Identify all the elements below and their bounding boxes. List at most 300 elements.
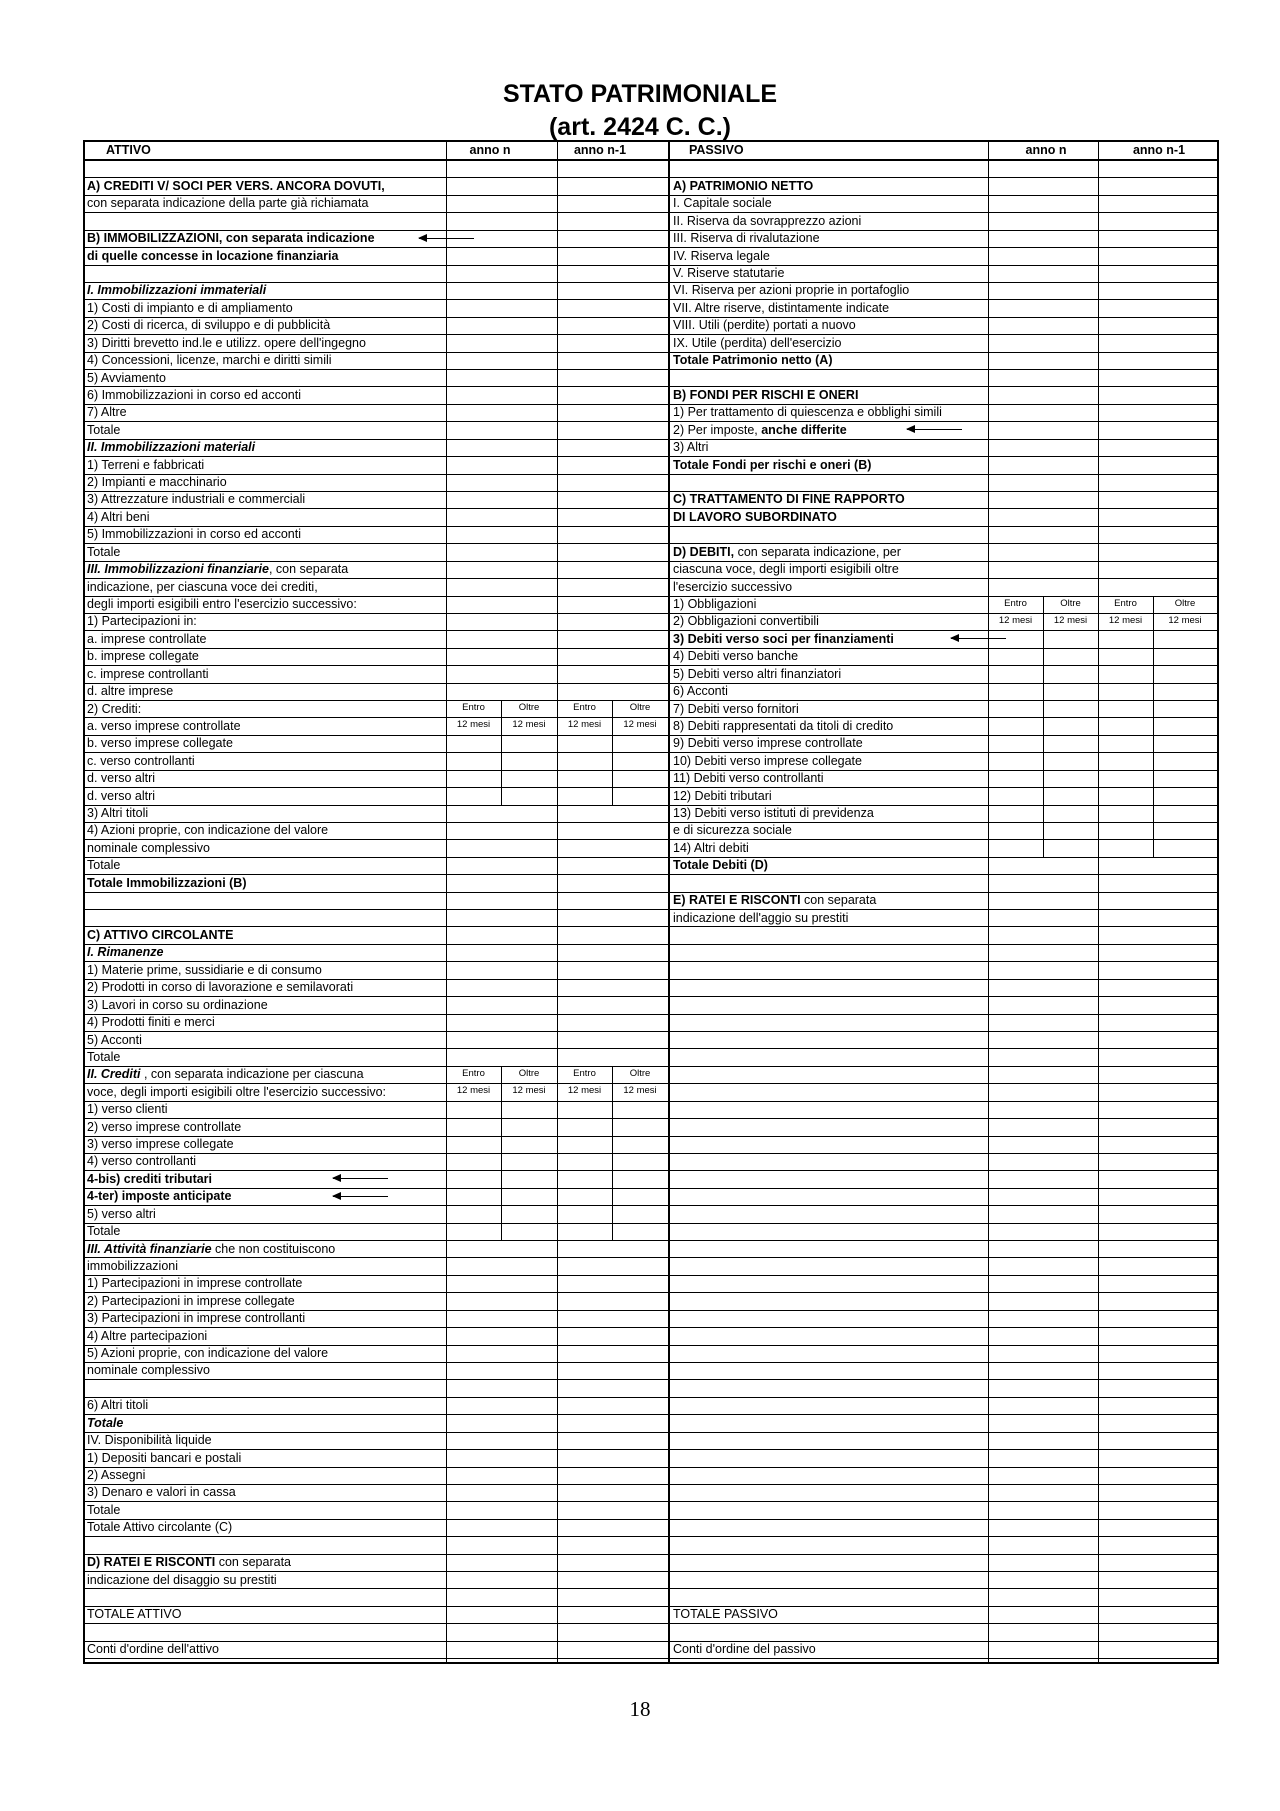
passivo-item: Conti d'ordine del passivo xyxy=(673,1642,816,1657)
sub-header-mesi: 12 mesi xyxy=(623,719,657,731)
row-divider xyxy=(85,1606,1217,1607)
row-divider xyxy=(85,508,1217,509)
passivo-item xyxy=(673,1380,985,1397)
row-divider xyxy=(85,212,1217,213)
passivo-item: 12) Debiti tributari xyxy=(673,788,772,803)
passivo-item xyxy=(673,1589,985,1606)
page-number: 18 xyxy=(629,1697,651,1721)
passivo-item: VI. Riserva per azioni proprie in portafoglio xyxy=(673,283,910,298)
passivo-item: 10) Debiti verso imprese collegate xyxy=(673,753,862,768)
row-divider xyxy=(85,700,1217,701)
passivo-item xyxy=(673,1554,985,1571)
passivo-item xyxy=(673,1293,985,1310)
row-divider xyxy=(85,491,1217,492)
attivo-item: 4) Prodotti finiti e merci xyxy=(87,1015,215,1030)
attivo-item: Totale Immobilizzazioni (B) xyxy=(87,875,247,890)
attivo-item: a. imprese controllate xyxy=(87,631,207,646)
row-divider xyxy=(85,1083,1217,1084)
attivo-item: 4) Altri beni xyxy=(87,509,150,524)
sub-header-mesi: 12 mesi xyxy=(623,1085,657,1097)
sub-column-divider xyxy=(1043,596,1044,857)
attivo-item: 1) Terreni e fabbricati xyxy=(87,457,205,472)
row-divider xyxy=(85,1257,1217,1258)
attivo-item: II. Crediti , con separata indicazione per ciascuna xyxy=(87,1067,364,1082)
row-divider xyxy=(85,787,1217,788)
attivo-item: nominale complessivo xyxy=(87,1363,210,1378)
row-divider xyxy=(85,1641,1217,1642)
passivo-item xyxy=(673,1310,985,1327)
attivo-item: 1) Depositi bancari e postali xyxy=(87,1450,242,1465)
passivo-item: 6) Acconti xyxy=(673,684,728,699)
attivo-item: con separata indicazione della parte già richiamata xyxy=(87,196,369,211)
header-divider xyxy=(85,159,1217,161)
attivo-item: 3) Diritti brevetto ind.le e utilizz. opere dell'ingegno xyxy=(87,335,366,350)
row-divider xyxy=(85,439,1217,440)
sub-header-mesi: 12 mesi xyxy=(567,1085,602,1097)
passivo-item: 1) Obbligazioni xyxy=(673,597,757,611)
attivo-item xyxy=(87,1624,442,1641)
attivo-item: Totale xyxy=(87,1502,121,1517)
row-divider xyxy=(85,474,1217,475)
header-anno-n-passivo: anno n xyxy=(1025,143,1067,157)
page-title: STATO PATRIMONIALE xyxy=(502,80,778,108)
passivo-item xyxy=(673,1119,985,1136)
passivo-item xyxy=(673,1188,985,1205)
attivo-item: 6) Immobilizzazioni in corso ed acconti xyxy=(87,387,301,402)
attivo-item: indicazione, per ciascuna voce dei crediti, xyxy=(87,579,318,594)
passivo-item: 9) Debiti verso imprese controllate xyxy=(673,736,863,751)
sub-header-oltre: Oltre xyxy=(1174,597,1196,609)
sub-column-divider xyxy=(1153,596,1154,857)
attivo-item xyxy=(87,892,442,909)
row-divider xyxy=(85,1292,1217,1293)
attivo-item: immobilizzazioni xyxy=(87,1258,178,1273)
row-divider xyxy=(85,630,1217,631)
passivo-item: 13) Debiti verso istituti di previdenza xyxy=(673,806,874,821)
passivo-item: VII. Altre riserve, distintamente indicate xyxy=(673,300,890,315)
passivo-item xyxy=(673,474,985,491)
passivo-item: C) TRATTAMENTO DI FINE RAPPORTO xyxy=(673,492,905,507)
attivo-item: III. Attività finanziarie che non costituiscono xyxy=(87,1241,336,1256)
sub-header-oltre: Oltre xyxy=(518,1067,540,1079)
row-divider xyxy=(85,717,1217,718)
passivo-item: IX. Utile (perdita) dell'esercizio xyxy=(673,335,842,350)
passivo-item xyxy=(673,1519,985,1536)
header-attivo: ATTIVO xyxy=(106,143,151,157)
attivo-item: D) RATEI E RISCONTI con separata xyxy=(87,1555,291,1570)
passivo-item: D) DEBITI, con separata indicazione, per xyxy=(673,544,901,559)
row-divider xyxy=(85,456,1217,457)
row-divider xyxy=(85,1101,1217,1102)
passivo-item: 8) Debiti rappresentati da titoli di credito xyxy=(673,718,894,733)
attivo-item: 1) Materie prime, sussidiarie e di consumo xyxy=(87,962,322,977)
attivo-item: Totale xyxy=(87,858,121,873)
passivo-item xyxy=(673,1136,985,1153)
passivo-item xyxy=(673,1484,985,1501)
sub-header-entro: Entro xyxy=(462,702,485,714)
sub-header-oltre: Oltre xyxy=(629,1067,651,1079)
passivo-item xyxy=(673,1450,985,1467)
attivo-item: 4) verso controllanti xyxy=(87,1154,197,1169)
passivo-item xyxy=(673,927,985,944)
row-divider xyxy=(85,822,1217,823)
row-divider xyxy=(85,195,1217,196)
passivo-item xyxy=(673,1502,985,1519)
row-divider xyxy=(85,1554,1217,1555)
sub-header-mesi: 12 mesi xyxy=(998,614,1033,626)
attivo-item: II. Immobilizzazioni materiali xyxy=(87,440,256,455)
row-divider xyxy=(85,892,1217,893)
row-divider xyxy=(85,282,1217,283)
header-anno-n1-passivo: anno n-1 xyxy=(1132,143,1186,157)
attivo-item: d. altre imprese xyxy=(87,684,174,699)
attivo-item xyxy=(87,265,442,282)
attivo-item: 2) Impianti e macchinario xyxy=(87,475,227,490)
row-divider xyxy=(85,961,1217,962)
row-divider xyxy=(85,1536,1217,1537)
row-divider xyxy=(85,352,1217,353)
attivo-item: 5) Azioni proprie, con indicazione del valore xyxy=(87,1346,329,1361)
passivo-item: Totale Fondi per rischi e oneri (B) xyxy=(673,457,872,472)
row-divider xyxy=(85,596,1217,597)
arrow-left-icon xyxy=(907,429,962,430)
attivo-item: a. verso imprese controllate xyxy=(87,718,241,733)
sub-header-entro: Entro xyxy=(1004,597,1027,609)
row-divider xyxy=(85,1467,1217,1468)
attivo-item: degli importi esigibili entro l'esercizio successivo: xyxy=(87,597,357,611)
sub-header-mesi: 12 mesi xyxy=(1108,614,1143,626)
passivo-item xyxy=(673,1049,985,1066)
sub-header-mesi: 12 mesi xyxy=(512,719,546,731)
attivo-item: 4) Concessioni, licenze, marchi e diritti simili xyxy=(87,353,332,368)
passivo-item xyxy=(673,1084,985,1101)
attivo-item: B) IMMOBILIZZAZIONI, con separata indicazione xyxy=(87,231,375,246)
passivo-item: 1) Per trattamento di quiescenza e obblighi simili xyxy=(673,405,942,420)
passivo-item: 4) Debiti verso banche xyxy=(673,649,799,664)
sub-header-mesi: 12 mesi xyxy=(512,1085,546,1097)
attivo-item: 2) Crediti: xyxy=(87,701,142,716)
attivo-item: c. imprese controllanti xyxy=(87,666,209,681)
passivo-item xyxy=(673,1223,985,1240)
sub-header-entro: Entro xyxy=(573,702,596,714)
sub-header-mesi: 12 mesi xyxy=(1053,614,1088,626)
passivo-item: 2) Per imposte, anche differite xyxy=(673,422,847,437)
passivo-item xyxy=(673,997,985,1014)
row-divider xyxy=(85,543,1217,544)
passivo-item xyxy=(673,1032,985,1049)
row-divider xyxy=(85,944,1217,945)
attivo-item: c. verso controllanti xyxy=(87,753,195,768)
row-divider xyxy=(85,299,1217,300)
attivo-item: 5) verso altri xyxy=(87,1206,156,1221)
arrow-left-icon xyxy=(419,238,474,239)
passivo-item xyxy=(673,1258,985,1275)
attivo-item: 1) verso clienti xyxy=(87,1102,168,1117)
attivo-item: Totale Attivo circolante (C) xyxy=(87,1520,233,1535)
passivo-item: e di sicurezza sociale xyxy=(673,823,792,838)
row-divider xyxy=(85,1519,1217,1520)
passivo-item xyxy=(673,161,985,178)
row-divider xyxy=(85,247,1217,248)
row-divider xyxy=(85,735,1217,736)
passivo-item xyxy=(673,1432,985,1449)
balance-sheet-table xyxy=(83,140,1219,1664)
passivo-item xyxy=(673,1275,985,1292)
attivo-item: 1) Partecipazioni in imprese controllate xyxy=(87,1276,303,1291)
row-divider xyxy=(85,1153,1217,1154)
passivo-item xyxy=(673,370,985,387)
attivo-item xyxy=(87,1537,442,1554)
passivo-item: I. Capitale sociale xyxy=(673,196,772,211)
sub-header-mesi: 12 mesi xyxy=(1168,614,1202,626)
attivo-item: C) ATTIVO CIRCOLANTE xyxy=(87,927,234,942)
sub-header-entro: Entro xyxy=(462,1067,485,1079)
passivo-item xyxy=(673,1624,985,1641)
row-divider xyxy=(85,334,1217,335)
attivo-item: 7) Altre xyxy=(87,405,127,420)
attivo-item: 5) Avviamento xyxy=(87,370,166,385)
passivo-item: 2) Obbligazioni convertibili xyxy=(673,614,819,629)
attivo-item: 2) verso imprese controllate xyxy=(87,1119,242,1134)
sub-header-oltre: Oltre xyxy=(1060,597,1081,609)
passivo-item xyxy=(673,875,985,892)
attivo-item: Totale xyxy=(87,1224,121,1239)
passivo-item: DI LAVORO SUBORDINATO xyxy=(673,509,837,524)
row-divider xyxy=(85,1048,1217,1049)
row-divider xyxy=(85,1501,1217,1502)
attivo-item: Totale xyxy=(87,1049,121,1064)
row-divider xyxy=(85,839,1217,840)
row-divider xyxy=(85,683,1217,684)
passivo-item: TOTALE PASSIVO xyxy=(673,1607,778,1622)
row-divider xyxy=(85,404,1217,405)
attivo-item: 2) Assegni xyxy=(87,1468,146,1482)
passivo-item: Totale Debiti (D) xyxy=(673,858,768,873)
row-divider xyxy=(85,1345,1217,1346)
row-divider xyxy=(85,805,1217,806)
row-divider xyxy=(85,1066,1217,1067)
sub-header-entro: Entro xyxy=(573,1067,596,1079)
attivo-item: 3) Attrezzature industriali e commerciali xyxy=(87,492,306,507)
sub-header-oltre: Oltre xyxy=(518,702,540,714)
header-anno-n-attivo: anno n xyxy=(469,143,511,157)
passivo-item: A) PATRIMONIO NETTO xyxy=(673,178,814,193)
attivo-item: b. verso imprese collegate xyxy=(87,736,233,751)
passivo-item: 3) Debiti verso soci per finanziamenti xyxy=(673,631,894,646)
attivo-item: IV. Disponibilità liquide xyxy=(87,1433,212,1448)
sub-header-mesi: 12 mesi xyxy=(456,1085,491,1097)
attivo-item: 2) Prodotti in corso di lavorazione e semilavorati xyxy=(87,980,354,995)
passivo-item xyxy=(673,1572,985,1589)
attivo-item: A) CREDITI V/ SOCI PER VERS. ANCORA DOVUTI, xyxy=(87,178,385,193)
passivo-item: II. Riserva da sovrapprezzo azioni xyxy=(673,213,862,228)
attivo-item: III. Immobilizzazioni finanziarie, con separata xyxy=(87,562,349,577)
row-divider xyxy=(85,979,1217,980)
attivo-item: d. verso altri xyxy=(87,788,156,803)
attivo-item xyxy=(87,1380,442,1397)
attivo-item: d. verso altri xyxy=(87,771,156,786)
attivo-item: Totale xyxy=(87,422,121,437)
passivo-item xyxy=(673,1171,985,1188)
row-divider xyxy=(85,770,1217,771)
passivo-item xyxy=(673,1101,985,1118)
attivo-item: 2) Partecipazioni in imprese collegate xyxy=(87,1293,295,1308)
row-divider xyxy=(85,386,1217,387)
row-divider xyxy=(85,1310,1217,1311)
passivo-item xyxy=(673,1066,985,1083)
passivo-item xyxy=(673,1362,985,1379)
row-divider xyxy=(85,1362,1217,1363)
attivo-item: 3) Lavori in corso su ordinazione xyxy=(87,997,268,1012)
sub-header-entro: Entro xyxy=(1114,597,1137,609)
row-divider xyxy=(85,926,1217,927)
attivo-item xyxy=(87,213,442,230)
passivo-item xyxy=(673,1206,985,1223)
attivo-item: I. Rimanenze xyxy=(87,945,164,960)
attivo-item: 1) Costi di impianto e di ampliamento xyxy=(87,300,293,315)
row-divider xyxy=(85,1484,1217,1485)
row-divider xyxy=(85,857,1217,858)
passivo-item: V. Riserve statutarie xyxy=(673,266,785,281)
attivo-item: TOTALE ATTIVO xyxy=(87,1607,182,1622)
row-divider xyxy=(85,996,1217,997)
attivo-item: Conti d'ordine dell'attivo xyxy=(87,1642,219,1657)
passivo-item: 14) Altri debiti xyxy=(673,840,749,855)
header-anno-n1-attivo: anno n-1 xyxy=(573,143,627,157)
row-divider xyxy=(85,648,1217,649)
attivo-item: I. Immobilizzazioni immateriali xyxy=(87,283,267,298)
passivo-item xyxy=(673,979,985,996)
attivo-item: 3) Partecipazioni in imprese controllanti xyxy=(87,1311,306,1326)
attivo-item: 5) Acconti xyxy=(87,1032,142,1047)
row-divider xyxy=(85,1449,1217,1450)
row-divider xyxy=(85,265,1217,266)
sub-header-mesi: 12 mesi xyxy=(567,719,602,731)
row-divider xyxy=(85,1379,1217,1380)
arrow-left-icon xyxy=(333,1178,388,1179)
attivo-item: 1) Partecipazioni in: xyxy=(87,614,197,629)
passivo-item xyxy=(673,1397,985,1414)
row-divider xyxy=(85,421,1217,422)
row-divider xyxy=(85,909,1217,910)
attivo-item: 3) verso imprese collegate xyxy=(87,1137,234,1152)
passivo-item xyxy=(673,944,985,961)
row-divider xyxy=(85,1031,1217,1032)
sub-column-divider xyxy=(501,700,502,805)
attivo-item: 2) Costi di ricerca, di sviluppo e di pubblicità xyxy=(87,318,331,333)
passivo-item xyxy=(673,962,985,979)
passivo-item xyxy=(673,1467,985,1484)
attivo-item: 3) Denaro e valori in cassa xyxy=(87,1485,236,1500)
arrow-left-icon xyxy=(951,638,1006,639)
attivo-item: nominale complessivo xyxy=(87,840,210,855)
passivo-item: 7) Debiti verso fornitori xyxy=(673,701,799,716)
row-divider xyxy=(85,1275,1217,1276)
attivo-item: 4) Altre partecipazioni xyxy=(87,1328,208,1343)
row-divider xyxy=(85,230,1217,231)
row-divider xyxy=(85,1188,1217,1189)
row-divider xyxy=(85,1588,1217,1589)
row-divider xyxy=(85,578,1217,579)
row-divider xyxy=(85,526,1217,527)
row-divider xyxy=(85,1397,1217,1398)
row-divider xyxy=(85,1205,1217,1206)
passivo-item: l'esercizio successivo xyxy=(673,579,793,594)
attivo-item: b. imprese collegate xyxy=(87,649,199,664)
attivo-item: 4-ter) imposte anticipate xyxy=(87,1189,232,1204)
attivo-item: 4-bis) crediti tributari xyxy=(87,1171,213,1186)
row-divider xyxy=(85,1571,1217,1572)
row-divider xyxy=(85,369,1217,370)
attivo-item xyxy=(87,1589,442,1606)
row-divider xyxy=(85,1118,1217,1119)
passivo-item: III. Riserva di rivalutazione xyxy=(673,231,820,246)
passivo-item: ciascuna voce, degli importi esigibili oltre xyxy=(673,562,899,577)
row-divider xyxy=(85,1223,1217,1224)
row-divider xyxy=(85,177,1217,178)
header-passivo: PASSIVO xyxy=(689,143,744,157)
passivo-item xyxy=(673,1241,985,1258)
passivo-item: Totale Patrimonio netto (A) xyxy=(673,353,833,368)
passivo-item xyxy=(673,1328,985,1345)
attivo-item xyxy=(87,161,442,178)
passivo-item xyxy=(673,1153,985,1170)
row-divider xyxy=(85,1240,1217,1241)
row-divider xyxy=(85,613,1217,614)
passivo-item: 3) Altri xyxy=(673,440,709,455)
arrow-left-icon xyxy=(333,1196,388,1197)
row-divider xyxy=(85,1014,1217,1015)
passivo-item: B) FONDI PER RISCHI E ONERI xyxy=(673,387,859,402)
row-divider xyxy=(85,1623,1217,1624)
passivo-item: E) RATEI E RISCONTI con separata xyxy=(673,893,877,908)
row-divider xyxy=(85,317,1217,318)
passivo-item xyxy=(673,526,985,543)
row-divider xyxy=(85,1432,1217,1433)
attivo-item: di quelle concesse in locazione finanziaria xyxy=(87,248,339,263)
row-divider xyxy=(85,874,1217,875)
passivo-item xyxy=(673,1345,985,1362)
row-divider xyxy=(85,1170,1217,1171)
row-divider xyxy=(85,665,1217,666)
sub-column-divider xyxy=(612,700,613,805)
sub-header-mesi: 12 mesi xyxy=(456,719,491,731)
row-divider xyxy=(85,752,1217,753)
attivo-item: voce, degli importi esigibili oltre l'esercizio successivo: xyxy=(87,1084,387,1099)
row-divider xyxy=(85,1414,1217,1415)
passivo-item: 11) Debiti verso controllanti xyxy=(673,771,824,786)
sub-header-oltre: Oltre xyxy=(629,702,651,714)
row-divider xyxy=(85,1658,1217,1659)
attivo-item: 5) Immobilizzazioni in corso ed acconti xyxy=(87,527,301,542)
passivo-item: VIII. Utili (perdite) portati a nuovo xyxy=(673,318,856,333)
passivo-item xyxy=(673,1537,985,1554)
attivo-item: indicazione del disaggio su prestiti xyxy=(87,1572,277,1587)
attivo-item: 3) Altri titoli xyxy=(87,806,149,821)
passivo-item: indicazione dell'aggio su prestiti xyxy=(673,910,849,925)
passivo-item: 5) Debiti verso altri finanziatori xyxy=(673,666,842,681)
attivo-item: 6) Altri titoli xyxy=(87,1398,149,1413)
attivo-item: 4) Azioni proprie, con indicazione del valore xyxy=(87,823,329,838)
attivo-item xyxy=(87,910,442,927)
attivo-item: Totale xyxy=(87,1415,124,1430)
page-subtitle: (art. 2424 C. C.) xyxy=(548,113,731,141)
passivo-item xyxy=(673,1014,985,1031)
row-divider xyxy=(85,1136,1217,1137)
row-divider xyxy=(85,1327,1217,1328)
passivo-item xyxy=(673,1415,985,1432)
row-divider xyxy=(85,561,1217,562)
